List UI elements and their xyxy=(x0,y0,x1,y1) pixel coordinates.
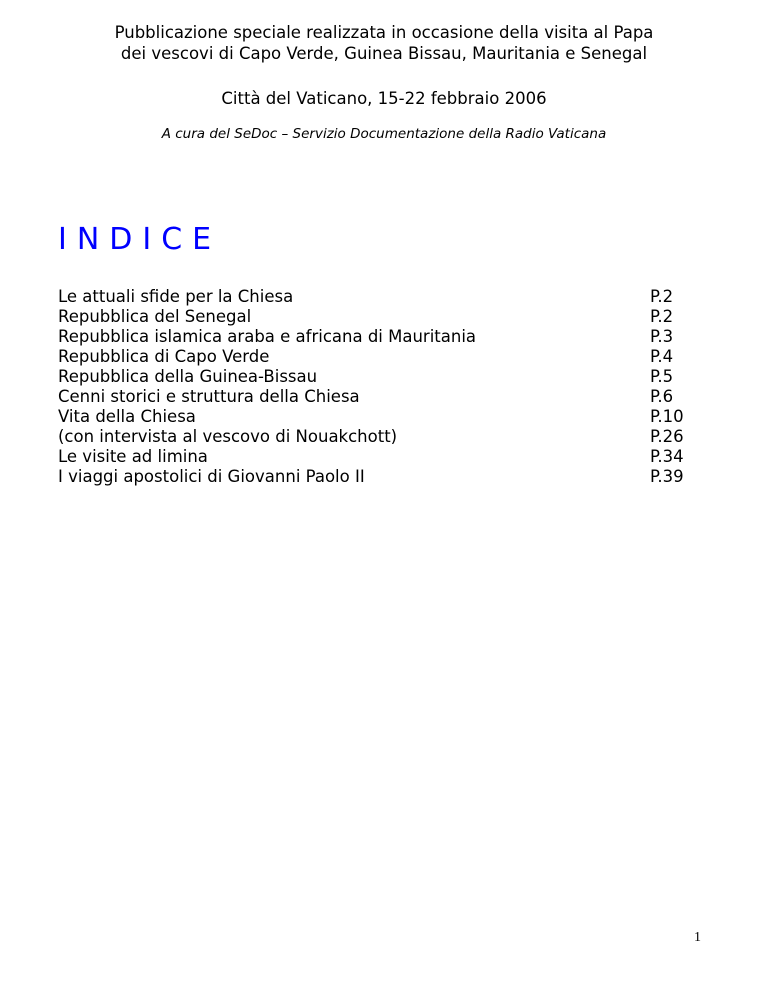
toc-entry xyxy=(58,367,708,387)
toc-entry xyxy=(58,387,708,407)
header-line-2: dei vescovi di Capo Verde, Guinea Bissau, Mauritania e Senegal xyxy=(120,44,648,63)
toc-entry-page: P.5 xyxy=(650,367,674,386)
toc-entry-page: P.26 xyxy=(650,427,684,446)
toc-entry-page: P.39 xyxy=(650,467,684,486)
toc-entry xyxy=(58,347,708,367)
toc-entry-label: Le attuali sfide per la Chiesa xyxy=(58,287,294,306)
toc-entry xyxy=(58,407,708,427)
toc-entry xyxy=(58,427,708,447)
page-number: 1 xyxy=(694,930,701,945)
toc-entry-page: P.2 xyxy=(650,307,674,326)
toc-entry xyxy=(58,467,708,487)
toc-entry-label: Cenni storici e struttura della Chiesa xyxy=(58,387,360,406)
toc-entry-label: Repubblica del Senegal xyxy=(58,307,252,326)
toc-entry xyxy=(58,287,708,307)
toc-entry-label: Le visite ad limina xyxy=(58,447,208,466)
toc-entry-page: P.34 xyxy=(650,447,684,466)
toc-entry-page: P.2 xyxy=(650,287,674,306)
table-of-contents xyxy=(58,287,708,487)
toc-entry-label: Repubblica della Guinea-Bissau xyxy=(58,367,318,386)
editor-credit: A cura del SeDoc – Servizio Documentazione della Radio Vaticana xyxy=(161,126,607,142)
toc-entry-page: P.10 xyxy=(650,407,684,426)
toc-entry-label: Repubblica di Capo Verde xyxy=(58,347,270,366)
publication-header xyxy=(0,22,768,64)
toc-entry-label: Repubblica islamica araba e africana di Mauritania xyxy=(58,327,477,346)
index-title: INDICE xyxy=(58,222,222,257)
toc-entry-label: (con intervista al vescovo di Nouakchott) xyxy=(58,427,398,446)
toc-entry xyxy=(58,307,708,327)
toc-entry-label: Vita della Chiesa xyxy=(58,407,196,426)
toc-entry-page: P.3 xyxy=(650,327,674,346)
toc-entry xyxy=(58,327,708,347)
place-and-date: Città del Vaticano, 15-22 febbraio 2006 xyxy=(221,89,547,108)
header-line-1: Pubblicazione speciale realizzata in occasione della visita al Papa xyxy=(114,23,654,42)
toc-entry xyxy=(58,447,708,467)
toc-entry-label: I viaggi apostolici di Giovanni Paolo II xyxy=(58,467,365,486)
toc-entry-page: P.4 xyxy=(650,347,674,366)
toc-entry-page: P.6 xyxy=(650,387,674,406)
